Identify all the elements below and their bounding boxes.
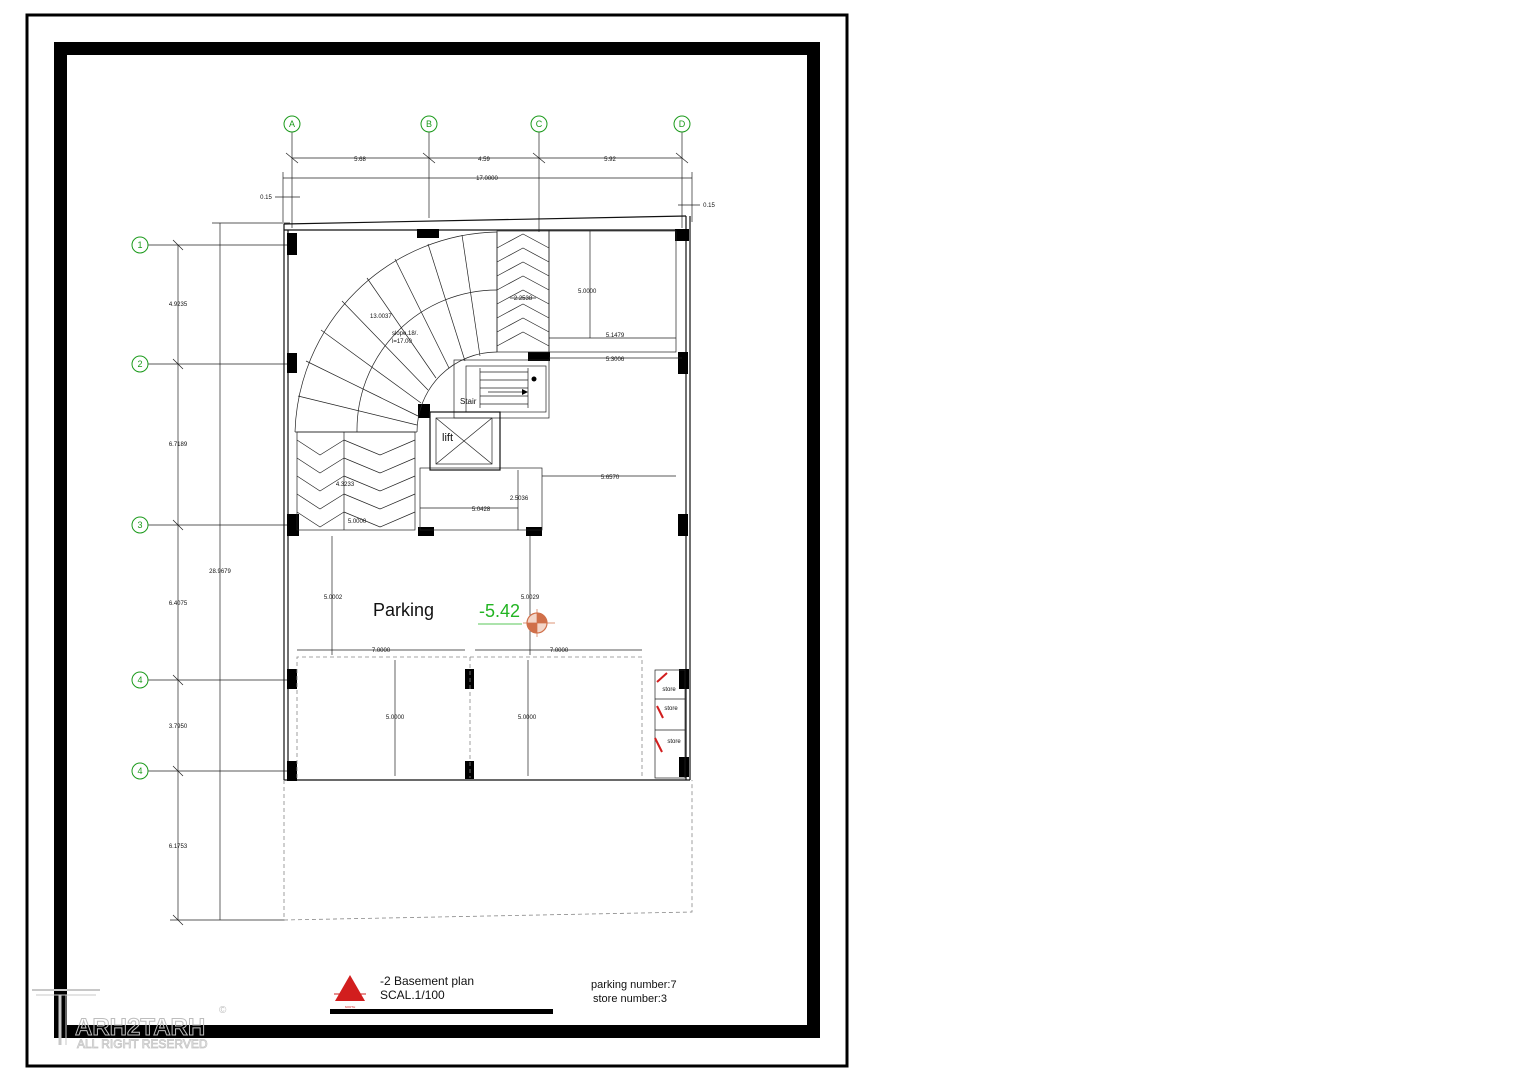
grid-bubble-c [531,116,547,132]
stair-label: Stair [460,397,477,406]
grid-bubble-1 [132,237,148,253]
parking-count: parking number:7 [591,979,677,991]
dim-bay-width-2: 7.0000 [549,648,569,654]
level-marker-text: -5.42 [479,601,521,621]
dim-left-span-4: 3.7950 [168,724,188,730]
dim-left-span-5: 6.1753 [168,844,188,850]
dim-ramp-radius: 13.0037 [370,314,392,320]
grid-label-d: D [678,119,686,129]
dim-lobby-width: 5.0428 [471,507,491,513]
dim-top-total: 17.0000 [476,176,498,182]
watermark-rights: ALL RIGHT RESERVED [77,1037,208,1051]
dim-bay-depth-2: 5.0000 [517,715,537,721]
dim-left-span-1: 4.9235 [168,302,188,308]
store-label-1: store [662,687,676,693]
grid-bubble-2 [132,356,148,372]
dim-lobby-depth: 2.5036 [509,496,529,502]
parking-label: Parking [373,600,435,620]
plan-title: -2 Basement plan [380,974,475,988]
watermark-brand: ARH2TARH [75,1014,206,1041]
dim-bay-depth-1: 5.0000 [385,715,405,721]
dim-left-span-2: 6.7189 [168,442,188,448]
dim-edge-left: 0.15 [260,195,272,201]
ramp-slope: slope.18/. [392,331,419,337]
plan-scale: SCAL.1/100 [380,988,445,1002]
grid-label-1: 1 [137,240,143,250]
dim-top-span-1: 5.68 [354,157,366,163]
dim-top-span-2: 4.59 [478,157,490,163]
grid-bubble-4b [132,763,148,779]
grid-label-a: A [288,119,296,129]
grid-bubble-b [421,116,437,132]
north-label: NORTH [344,1005,356,1009]
grid-label-2: 2 [137,359,143,369]
dim-bay-width-1: 7.0000 [371,648,391,654]
grid-bubble-d [674,116,690,132]
lift-label: lift [442,432,453,444]
grid-label-c: C [535,119,543,129]
dim-ramp-top-width: 2.2538 [513,296,533,302]
store-label-2: store [664,706,678,712]
dim-edge-right: 0.15 [703,203,715,209]
title-underline [330,1009,553,1014]
ramp-length: l=17.00 [392,339,412,345]
dim-room-top-width: 5.1479 [605,333,625,339]
grid-bubble-4a [132,672,148,688]
dim-parking-left-depth: 5.0002 [323,595,343,601]
dim-ramp-top-depth: 5.0000 [578,289,597,295]
grid-bubble-a [284,116,300,132]
dim-parking-right-depth: 5.0029 [520,595,540,601]
dim-room-mid-width: 5.3006 [605,357,625,363]
grid-bubble-3 [132,517,148,533]
dim-left-span-3: 6.4075 [168,601,188,607]
store-count: store number:3 [593,993,667,1005]
grid-label-3: 3 [137,520,143,530]
dim-lower-ramp-depth: 4.3233 [335,482,355,488]
grid-label-4b: 4 [137,766,143,776]
dim-right-bay-width: 5.6570 [600,475,620,481]
dim-top-span-3: 5.92 [604,157,616,163]
grid-label-b: B [425,119,433,129]
store-label-3: store [667,739,681,745]
watermark-copyright: © [219,1005,227,1016]
grid-label-4a: 4 [137,675,143,685]
dim-left-total: 28.9679 [209,569,231,575]
dim-lower-ramp-width: 5.0000 [347,519,367,525]
